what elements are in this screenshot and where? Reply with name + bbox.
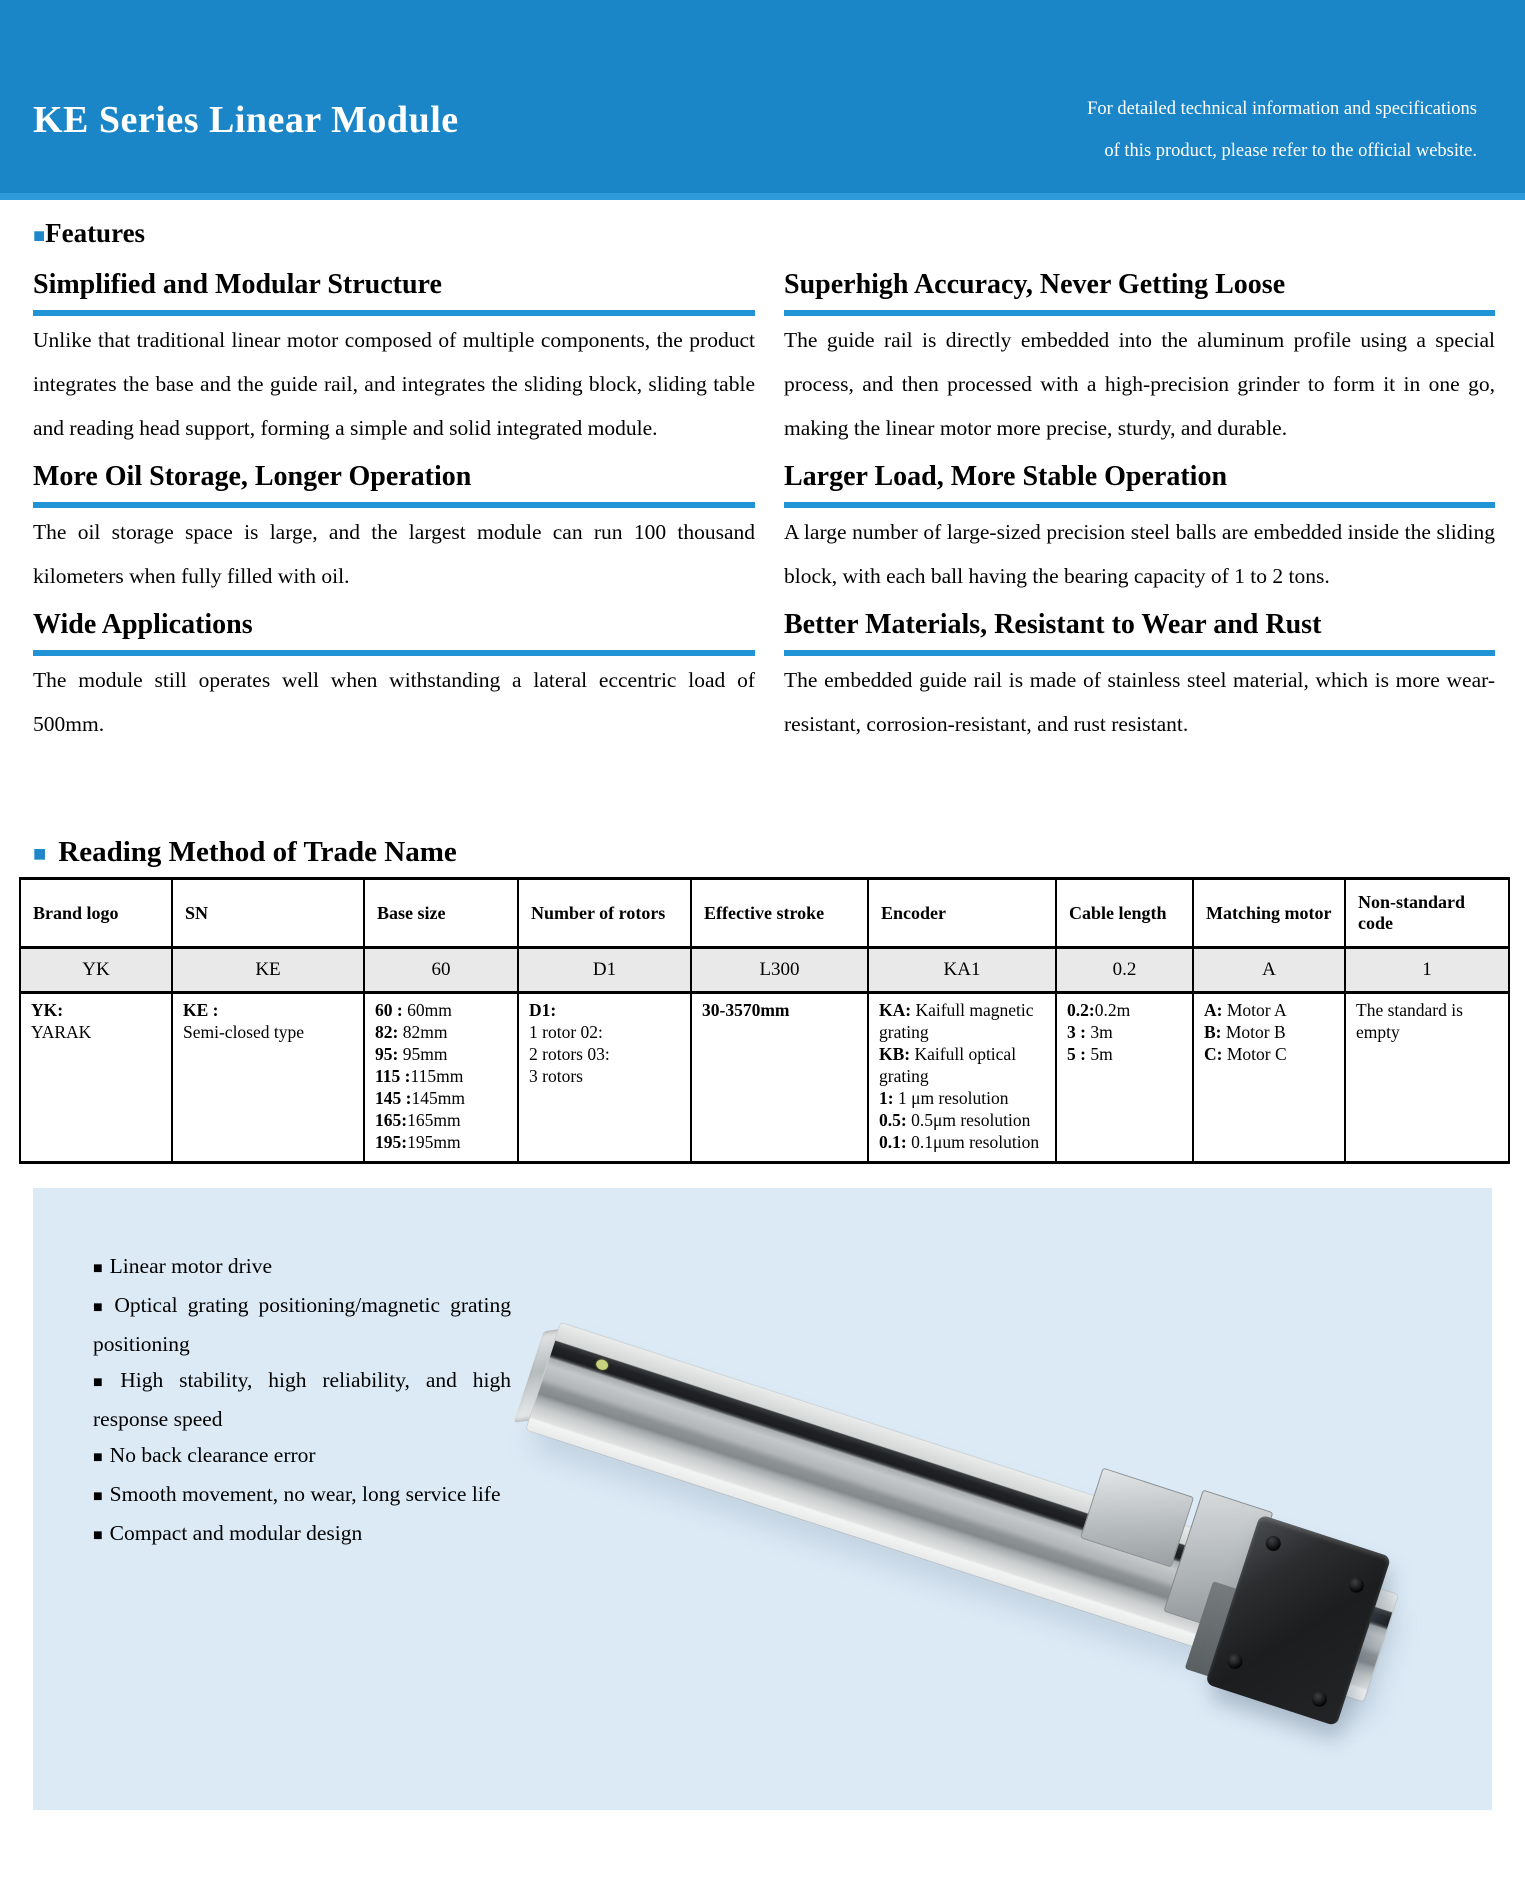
trade-name-section-title: ■ Reading Method of Trade Name <box>33 836 457 868</box>
code-cell: KE <box>172 948 364 993</box>
code-cell: D1 <box>518 948 691 993</box>
feature-body: The embedded guide rail is made of stainless steel material, which is more wear-resistant, corrosion-resistant, and rust resistant. <box>784 668 1495 736</box>
detail-cell: The standard is empty <box>1345 993 1509 1163</box>
col-header: Effective stroke <box>691 879 868 948</box>
heading-rule <box>33 650 755 656</box>
highlights-list <box>93 1248 511 1554</box>
table-header-row <box>20 879 1509 948</box>
header-note-line2: of this product, please refer to the official website. <box>1104 141 1477 161</box>
square-bullet-icon: ■ <box>93 1449 103 1466</box>
table-detail-row <box>20 993 1509 1163</box>
highlights-panel <box>33 1188 1492 1810</box>
detail-cell: KE : Semi-closed type <box>172 993 364 1163</box>
col-header: Encoder <box>868 879 1056 948</box>
heading-rule <box>784 502 1495 508</box>
features-right-column <box>784 218 1495 749</box>
indicator-dot <box>595 1358 610 1371</box>
rail-body <box>526 1323 1398 1701</box>
highlight-item: ■ Compact and modular design <box>93 1521 363 1545</box>
features-left-column <box>33 218 755 749</box>
feature-heading: Larger Load, More Stable Operation <box>784 461 1228 492</box>
feature-heading: Superhigh Accuracy, Never Getting Loose <box>784 269 1286 300</box>
features-section-title: ■Features <box>33 218 146 248</box>
highlight-item: ■ Optical grating positioning/magnetic grating positioning <box>93 1293 511 1356</box>
feature-body: The guide rail is directly embedded into the aluminum profile using a special process, and then processed with a high-precision grinder to form it in one go, making the linear motor more precise, sturdy, and durable. <box>784 328 1495 440</box>
col-header: Number of rotors <box>518 879 691 948</box>
square-bullet-icon: ■ <box>93 1488 103 1505</box>
linear-module-rail <box>526 1323 1398 1701</box>
spacer <box>784 218 1495 258</box>
detail-cell: 60 : 60mm 82: 82mm 95: 95mm 115 :115mm 145 :145mm 165:165mm 195:195mm <box>364 993 518 1163</box>
code-cell: L300 <box>691 948 868 993</box>
square-bullet-icon: ■ <box>33 225 46 247</box>
product-image <box>503 1283 1463 1783</box>
code-cell: 0.2 <box>1056 948 1193 993</box>
code-cell: 60 <box>364 948 518 993</box>
feature-body: A large number of large-sized precision steel balls are embedded inside the sliding block, with each ball having the bearing capacity of 1 to 2 tons. <box>784 520 1495 588</box>
feature-heading: More Oil Storage, Longer Operation <box>33 461 472 492</box>
highlight-item: ■ Linear motor drive <box>93 1254 273 1278</box>
trade-name-table <box>19 877 1510 1164</box>
header-note <box>1057 88 1477 172</box>
detail-cell: D1: 1 rotor 02: 2 rotors 03: 3 rotors <box>518 993 691 1163</box>
highlight-item: ■ Smooth movement, no wear, long service life <box>93 1482 501 1506</box>
feature-heading: Simplified and Modular Structure <box>33 269 442 300</box>
square-bullet-icon: ■ <box>93 1527 103 1544</box>
screw-hole <box>1264 1534 1283 1553</box>
screw-hole <box>1310 1690 1329 1709</box>
heading-rule <box>33 310 755 316</box>
detail-cell: 30-3570mm <box>691 993 868 1163</box>
header-note-line1: For detailed technical information and specifications <box>1087 99 1477 119</box>
page-header <box>0 0 1525 193</box>
screw-hole <box>1225 1652 1244 1671</box>
feature-body: Unlike that traditional linear motor composed of multiple components, the product integrates the base and the guide rail, and integrates the sliding block, sliding table and reading head support, forming a simple and solid integrated module. <box>33 328 755 440</box>
square-bullet-icon: ■ <box>93 1260 103 1277</box>
detail-cell: 0.2:0.2m 3 : 3m 5 : 5m <box>1056 993 1193 1163</box>
col-header: Non-standard code <box>1345 879 1509 948</box>
features-section <box>33 218 1495 749</box>
col-header: Cable length <box>1056 879 1193 948</box>
square-bullet-icon: ■ <box>93 1374 114 1391</box>
code-cell: A <box>1193 948 1345 993</box>
highlight-item: ■ No back clearance error <box>93 1443 316 1467</box>
code-cell: KA1 <box>868 948 1056 993</box>
code-cell: YK <box>20 948 172 993</box>
col-header: SN <box>172 879 364 948</box>
highlight-item: ■ High stability, high reliability, and high response speed <box>93 1368 511 1431</box>
square-bullet-icon: ■ <box>33 841 47 866</box>
feature-body: The oil storage space is large, and the largest module can run 100 thousand kilometers when fully filled with oil. <box>33 520 755 588</box>
heading-rule <box>33 502 755 508</box>
header-divider <box>0 193 1525 200</box>
col-header: Brand logo <box>20 879 172 948</box>
feature-heading: Wide Applications <box>33 609 253 640</box>
detail-cell: A: Motor A B: Motor B C: Motor C <box>1193 993 1345 1163</box>
table-code-row <box>20 948 1509 993</box>
code-cell: 1 <box>1345 948 1509 993</box>
detail-cell: KA: Kaifull magnetic grating KB: Kaifull optical grating 1: 1 μm resolution 0.5: 0.5μm resolution 0.1: 0.1μum resolution <box>868 993 1056 1163</box>
screw-hole <box>1347 1576 1366 1595</box>
feature-heading: Better Materials, Resistant to Wear and Rust <box>784 609 1322 640</box>
col-header: Matching motor <box>1193 879 1345 948</box>
feature-body: The module still operates well when withstanding a lateral eccentric load of 500mm. <box>33 668 755 736</box>
slider-block <box>1080 1468 1194 1568</box>
col-header: Base size <box>364 879 518 948</box>
heading-rule <box>784 310 1495 316</box>
square-bullet-icon: ■ <box>93 1299 108 1316</box>
page-title: KE Series Linear Module <box>33 99 459 141</box>
detail-cell: YK: YARAK <box>20 993 172 1163</box>
heading-rule <box>784 650 1495 656</box>
